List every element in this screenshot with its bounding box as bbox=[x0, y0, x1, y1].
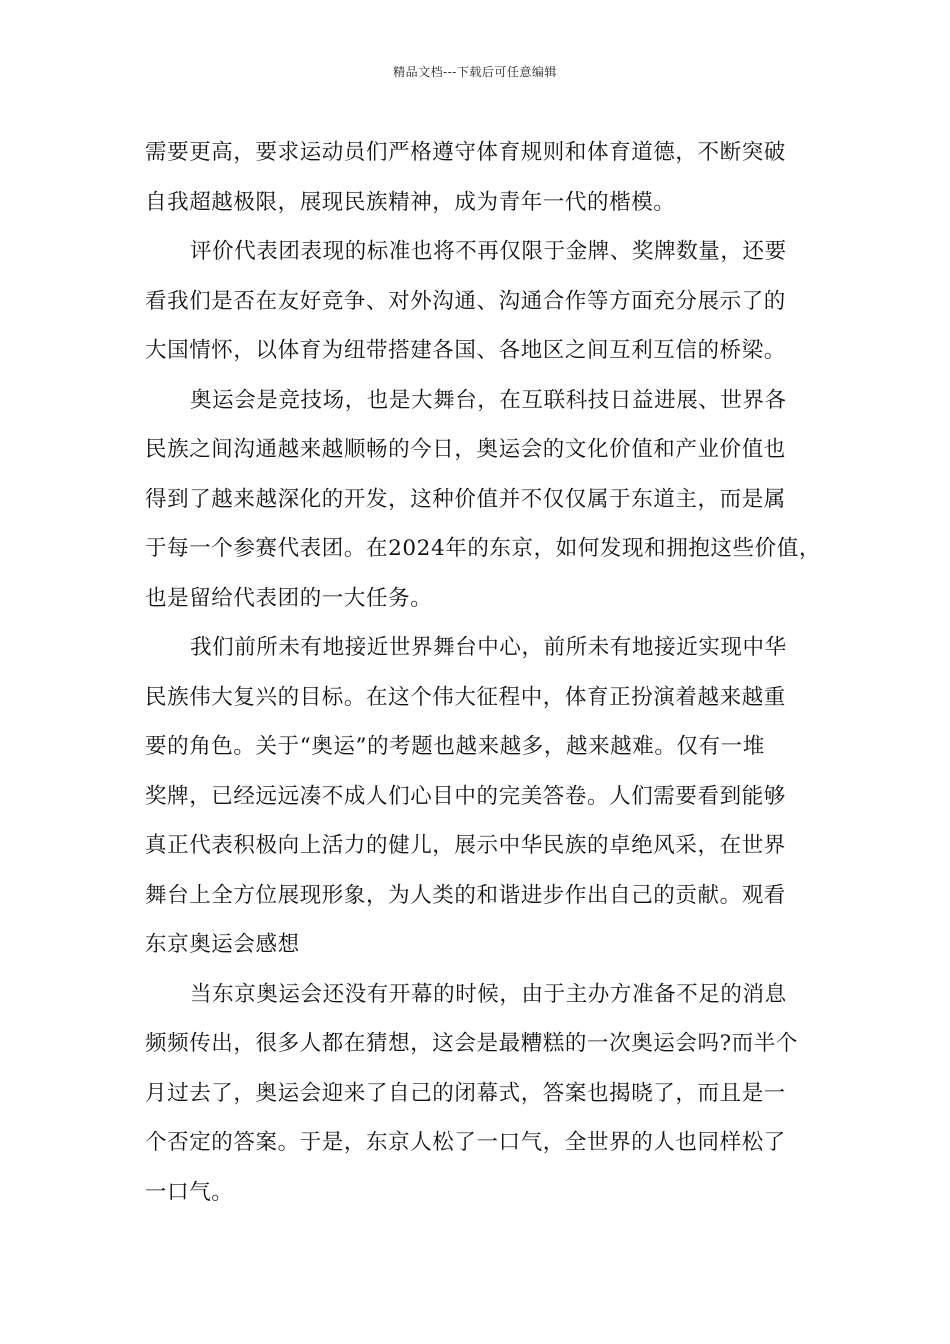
text-line: 大国情怀，以体育为纽带搭建各国、各地区之间互利互信的桥梁。 bbox=[145, 338, 786, 363]
text-line: 民族之间沟通越来越顺畅的今日，奥运会的文化价值和产业价值也 bbox=[145, 437, 786, 462]
paragraph-first-line: 当东京奥运会还没有开幕的时候，由于主办方准备不足的消息 bbox=[190, 981, 787, 1007]
text-line: 于每一个参赛代表团。在2024年的东京，如何发现和拥抱这些价值， bbox=[145, 536, 821, 561]
text-line: 看我们是否在友好竞争、对外沟通、沟通合作等方面充分展示了的 bbox=[145, 288, 786, 314]
text-line: 一口气。 bbox=[145, 1179, 234, 1205]
text-line: 需要更高，要求运动员们严格遵守体育规则和体育道德，不断突破 bbox=[145, 140, 786, 165]
text-line: 民族伟大复兴的目标。在这个伟大征程中，体育正扮演着越来越重 bbox=[145, 684, 786, 710]
text-line: 月过去了，奥运会迎来了自己的闭幕式，答案也揭晓了，而且是一 bbox=[145, 1080, 786, 1106]
text-line: 东京奥运会感想 bbox=[145, 932, 300, 957]
text-line: 自我超越极限，展现民族精神，成为青年一代的楷模。 bbox=[145, 189, 676, 215]
page-header: 精品文档---下载后可任意编辑 bbox=[393, 65, 557, 79]
text-line: 舞台上全方位展现形象，为人类的和谐进步作出自己的贡献。观看 bbox=[145, 882, 786, 908]
text-line: 得到了越来越深化的开发，这种价值并不仅仅属于东道主，而是属 bbox=[145, 486, 786, 512]
text-line: 要的角色。关于“奥运”的考题也越来越多，越来越难。仅有一堆 bbox=[145, 734, 765, 759]
document-body bbox=[145, 128, 820, 1217]
paragraph-first-line: 评价代表团表现的标准也将不再仅限于金牌、奖牌数量，还要 bbox=[190, 239, 787, 264]
text-line: 奖牌，已经远远凑不成人们心目中的完美答卷。人们需要看到能够 bbox=[145, 783, 786, 809]
text-line: 个否定的答案。于是，东京人松了一口气，全世界的人也同样松了 bbox=[145, 1130, 786, 1155]
text-line: 频频传出，很多人都在猜想，这会是最糟糕的一次奥运会吗?而半个 bbox=[145, 1031, 799, 1056]
paragraph-first-line: 我们前所未有地接近世界舞台中心，前所未有地接近实现中华 bbox=[190, 635, 787, 660]
text-line: 真正代表积极向上活力的健儿，展示中华民族的卓绝风采，在世界 bbox=[145, 833, 786, 858]
paragraph-first-line: 奥运会是竞技场，也是大舞台，在互联科技日益进展、世界各 bbox=[190, 387, 787, 413]
text-line: 也是留给代表团的一大任务。 bbox=[145, 585, 433, 611]
